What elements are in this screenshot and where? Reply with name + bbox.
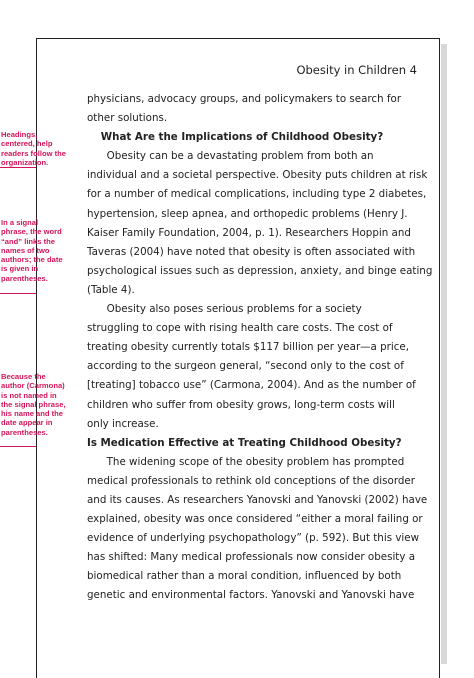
document-page — [36, 38, 440, 678]
body-line: [treating] tobacco use” (Carmona, 2004). And as the number of — [87, 379, 416, 392]
body-line: The widening scope of the obesity problem has prompted — [87, 455, 405, 468]
body-line: Kaiser Family Foundation, 2004, p. 1). Researchers Hoppin and — [87, 226, 411, 239]
running-head: Obesity in Children 4 — [296, 63, 417, 77]
margin-note-headings-connector — [0, 167, 36, 168]
body-line: Obesity can be a devastating problem from both an — [87, 150, 374, 163]
body-line: Taveras (2004) have noted that obesity is often associated with — [87, 245, 416, 258]
body-line: individual and a societal perspective. Obesity puts children at risk — [87, 169, 428, 182]
body-line: biomedical rather than a moral condition, influenced by both — [87, 570, 402, 583]
body-line: according to the surgeon general, “second only to the cost of — [87, 360, 404, 373]
body-line: other solutions. — [87, 112, 168, 125]
body-line: has shifted: Many medical professionals now consider obesity a — [87, 551, 416, 564]
margin-note-signal-phrase: In a signal phrase, the word “and” links the names of two authors; the date is given in parentheses. — [1, 218, 63, 283]
margin-note-carmona: Because the author (Carmona) is not named in the signal phrase, his name and the date appear in parentheses. — [1, 372, 66, 437]
body-text — [87, 90, 433, 606]
body-line: and its causes. As researchers Yanovski and Yanovski (2002) have — [87, 493, 428, 506]
body-line: only increase. — [87, 417, 159, 430]
body-line: (Table 4). — [87, 283, 135, 296]
body-line: genetic and environmental factors. Yanovski and Yanovski have — [87, 589, 415, 602]
body-line: for a number of medical complications, including type 2 diabetes, — [87, 188, 427, 201]
body-line: children who suffer from obesity grows, long-term costs will — [87, 398, 395, 411]
body-line: physicians, advocacy groups, and policymakers to search for — [87, 93, 402, 105]
page-shadow — [441, 44, 447, 664]
body-line: treating obesity currently totals $117 billion per year—a price, — [87, 341, 409, 354]
body-line: Obesity also poses serious problems for a society — [87, 303, 362, 316]
body-line: medical professionals to rethink old conceptions of the disorder — [87, 474, 415, 487]
body-line: hypertension, sleep apnea, and orthopedic problems (Henry J. — [87, 207, 408, 220]
body-line: explained, obesity was once considered “either a moral failing or — [87, 513, 423, 526]
margin-note-carmona-connector — [0, 446, 36, 447]
body-line: psychological issues such as depression, anxiety, and binge eating — [87, 264, 433, 277]
section-heading: What Are the Implications of Childhood Obesity? — [100, 131, 384, 144]
section-heading: Is Medication Effective at Treating Childhood Obesity? — [87, 436, 402, 449]
body-line: evidence of underlying psychopathology” (p. 592). But this view — [87, 532, 420, 545]
margin-note-headings: Headings, centered, help readers follow the organization. — [1, 130, 66, 167]
margin-note-signal-phrase-connector — [0, 293, 36, 294]
body-line: struggling to cope with rising health care costs. The cost of — [87, 322, 393, 335]
